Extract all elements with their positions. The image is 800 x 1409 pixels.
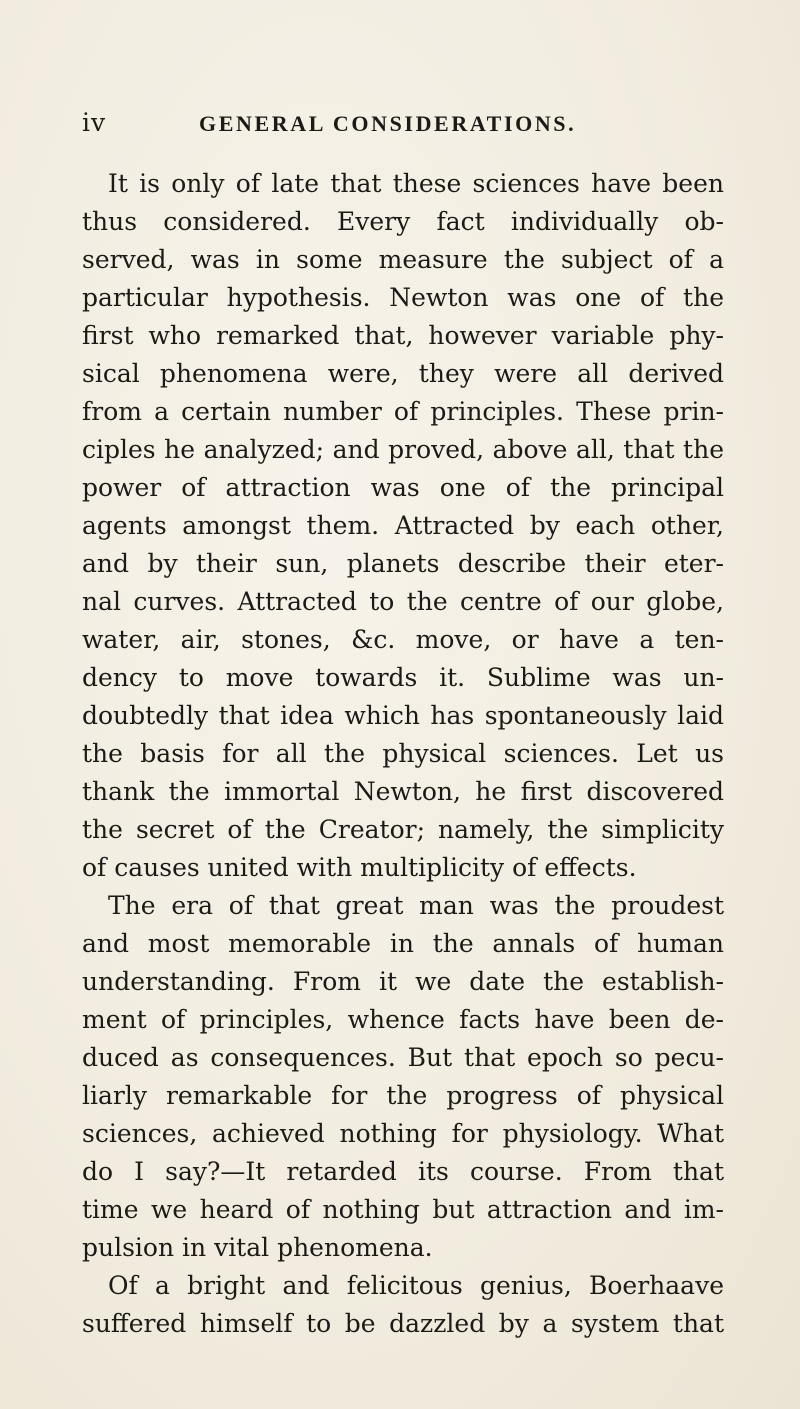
text-line: water, air, stones, &c. move, or have a ten- (82, 625, 724, 654)
text-line: duced as consequences. But that epoch so pecu- (82, 1043, 724, 1072)
text-line: understanding. From it we date the establish- (82, 967, 724, 996)
text-line: ciples he analyzed; and proved, above all, that the (82, 435, 724, 464)
text-line: first who remarked that, however variable phy- (82, 321, 724, 350)
text-line: suffered himself to be dazzled by a system that (82, 1309, 724, 1338)
text-line: Of a bright and felicitous genius, Boerhaave (108, 1271, 724, 1300)
page-number: iv (82, 108, 107, 137)
text-line: power of attraction was one of the principal (82, 473, 724, 502)
text-line: the basis for all the physical sciences. Let us (82, 739, 724, 768)
text-line: agents amongst them. Attracted by each other, (82, 511, 724, 540)
text-line: The era of that great man was the proudest (108, 891, 724, 920)
text-line: thank the immortal Newton, he first discovered (82, 777, 724, 806)
text-line: It is only of late that these sciences have been (108, 169, 724, 198)
text-line: sical phenomena were, they were all derived (82, 359, 724, 388)
text-line: time we heard of nothing but attraction and im- (82, 1195, 724, 1224)
text-line: do I say?—It retarded its course. From that (82, 1157, 724, 1186)
running-head: GENERAL CONSIDERATIONS. (199, 111, 577, 136)
text-line: nal curves. Attracted to the centre of our globe, (82, 587, 724, 616)
text-line: particular hypothesis. Newton was one of the (82, 283, 724, 312)
text-line: and most memorable in the annals of human (82, 929, 724, 958)
text-line: thus considered. Every fact individually ob- (82, 207, 724, 236)
text-line: and by their sun, planets describe their eter- (82, 549, 724, 578)
body-text (82, 165, 724, 1343)
text-line: served, was in some measure the subject of a (82, 245, 724, 274)
text-line: doubtedly that idea which has spontaneously laid (82, 701, 724, 730)
text-line: pulsion in vital phenomena. (82, 1233, 433, 1262)
text-line: the secret of the Creator; namely, the simplicity (82, 815, 724, 844)
text-line: from a certain number of principles. These prin- (82, 397, 724, 426)
text-line: sciences, achieved nothing for physiology. What (82, 1119, 724, 1148)
text-line: of causes united with multiplicity of effects. (82, 853, 637, 882)
page-header (82, 108, 782, 148)
text-line: ment of principles, whence facts have been de- (82, 1005, 724, 1034)
text-line: dency to move towards it. Sublime was un- (82, 663, 724, 692)
text-line: liarly remarkable for the progress of physical (82, 1081, 724, 1110)
